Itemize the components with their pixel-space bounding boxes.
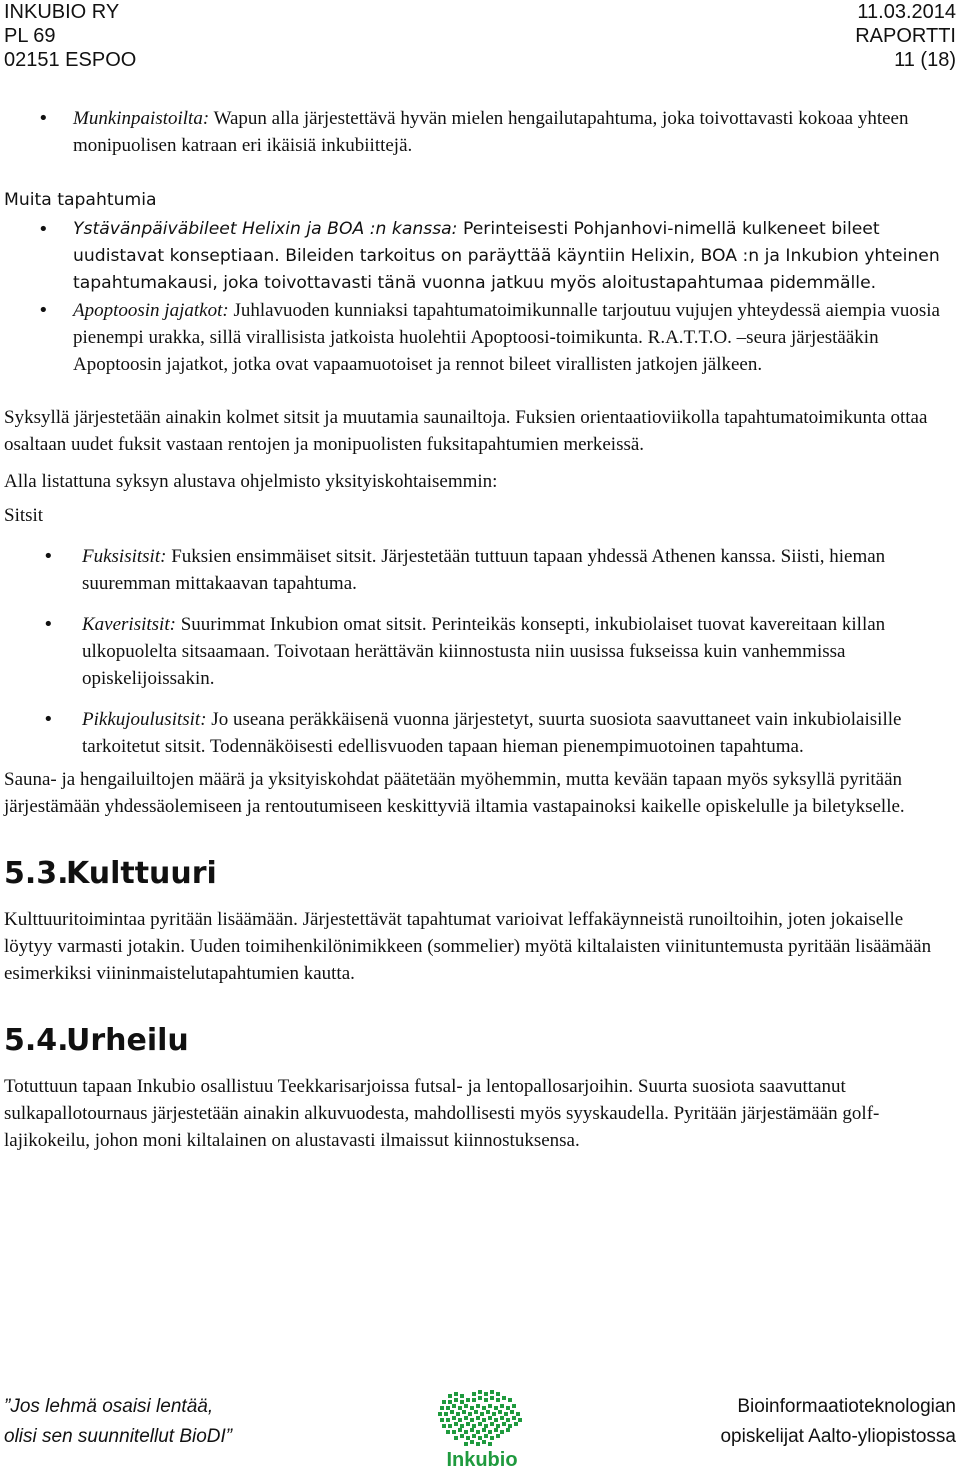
item-term: Munkinpaistoilta: xyxy=(73,108,210,129)
culture-paragraph: Kulttuuritoimintaa pyritään lisäämään. Järjestettävät tapahtumat varioivat leffakäynneistä runoiltoihin, joten jokaiselle löytyy varmasti jotakin. Uuden toimihenkilönimikkeen (sommelier) myötä kiltalaisten viinituntemusta pyritään lisäämään esimerkiksi viininmaistelutapahtumien kautta. xyxy=(4,909,932,984)
page-number: 11 (18) xyxy=(894,49,956,71)
page-header xyxy=(4,0,956,72)
org-line-2: opiskelijat Aalto-yliopistossa xyxy=(720,1426,956,1447)
bullet-icon: • xyxy=(43,709,54,730)
item-term: Fuksisitsit: xyxy=(82,546,167,567)
item-text: Perinteisesti Pohjanhovi-nimellä kulkeneet bileet uudistavat konseptiaan. Bileiden tarkoitus on paräyttää käyntiin Helixin, BOA :n ja Inkubion yhteinen tapahtumakausi, joka toivottavasti tänä vuonna jatkuu myös aloitustapahtumaa pidemmälle. xyxy=(73,219,940,293)
sauna-paragraph: Sauna- ja hengailuiltojen määrä ja yksityiskohdat päätetään myöhemmin, mutta kevään tapaan myös syksyllä pyritään järjestämään yhdessäolemiseen ja rentoutumiseen keskittyviä iltamia vastapainoksi kaikelle opiskelulle ja biletykselle. xyxy=(4,769,905,817)
inkubio-logo xyxy=(434,1390,531,1470)
list-item xyxy=(4,297,956,378)
other-events-heading: Muita tapahtumia xyxy=(4,190,157,210)
footer-quote xyxy=(4,1392,232,1452)
org-line-1: Bioinformaatioteknologian xyxy=(737,1396,956,1417)
section-heading-sports xyxy=(4,1023,956,1059)
header-right xyxy=(855,0,956,72)
bullet-icon: • xyxy=(38,300,49,321)
other-events-list xyxy=(4,216,956,378)
quote-line-2: olisi sen suunnitellut BioDI” xyxy=(4,1426,233,1447)
item-text: Juhlavuoden kunniaksi tapahtumatoimikunnalle tarjoutuu vujujen yhteydessä aiempia vuosia pienempi urakka, sillä virallisista jatkoista huolehtii Apoptoosi-toimikunta. R.A.T.T.O. –seura järjestääkin Apoptoosin jajatkot, jotka ovat vapaamuotoiset ja rennot bileet virallisten jatkojen jälkeen. xyxy=(73,300,940,375)
bullet-icon: • xyxy=(38,108,49,129)
section-number: 5.4. xyxy=(4,1023,69,1058)
bullet-icon: • xyxy=(43,614,54,635)
footer-organization xyxy=(720,1392,956,1452)
list-item xyxy=(4,216,956,297)
item-term: Kaverisitsit: xyxy=(82,614,176,635)
item-text: Suurimmat Inkubion omat sitsit. Perinteikäs konsepti, inkubiolaiset tuovat kavereitaan killan ulkopuolelta sitsaamaan. Toivotaan herättävän kiinnostusta niin uusissa fukseissa kuin vanhemmissa opiskelijoissakin. xyxy=(82,614,886,689)
item-term: Pikkujoulusitsit: xyxy=(82,709,207,730)
section-heading-culture xyxy=(4,856,956,892)
document-body xyxy=(4,105,956,1154)
section-number: 5.3. xyxy=(4,856,69,891)
bullet-icon: • xyxy=(38,219,49,240)
header-left xyxy=(4,0,136,72)
list-item xyxy=(4,105,956,159)
list-intro: Alla listattuna syksyn alustava ohjelmisto yksityiskohtaisemmin: xyxy=(4,471,498,492)
autumn-paragraph: Syksyllä järjestetään ainakin kolmet sitsit ja muutamia saunailtoja. Fuksien orientaatioviikolla tapahtumatoimikunta ottaa osaltaan uudet fuksit vastaan rentojen ja monipuolisten fuksitapahtumien merkeissä. xyxy=(4,407,928,455)
city: 02151 ESPOO xyxy=(4,49,137,71)
sitsit-heading: Sitsit xyxy=(4,505,44,526)
list-item xyxy=(4,611,956,692)
item-text: Fuksien ensimmäiset sitsit. Järjestetään tuttuun tapaan yhdessä Athenen kanssa. Siisti, hieman suuremman mittakaavan tapahtuma. xyxy=(82,546,886,594)
po-box: PL 69 xyxy=(4,25,56,47)
item-term: Ystävänpäiväbileet Helixin ja BOA :n kanssa: xyxy=(73,219,458,239)
sitsit-list xyxy=(4,543,956,760)
event-list-top xyxy=(4,105,956,159)
logo-wordmark: Inkubio xyxy=(446,1449,518,1470)
sports-paragraph: Totuttuun tapaan Inkubio osallistuu Teekkarisarjoissa futsal- ja lentopallosarjoihin. Suurta suosiota saavuttanut sulkapallotournaus järjestetään ainakin alkuvuodesta, mahdollisesti myös syyskaudella. Pyritään järjestämään golf-lajikokeilu, johon moni kiltalainen on alustavasti ilmaissut kiinnostuksensa. xyxy=(4,1076,880,1151)
item-text: Jo useana peräkkäisenä vuonna järjestetyt, suurta suosiota saavuttaneet vain inkubiolaisille tarkoitetut sitsit. Todennäköisesti edellisvuoden tapaan hieman pienempimuotoinen tapahtuma. xyxy=(82,709,902,757)
section-title: Urheilu xyxy=(66,1023,189,1058)
bullet-icon: • xyxy=(43,546,54,567)
item-term: Apoptoosin jajatkot: xyxy=(73,300,229,321)
list-item xyxy=(4,543,956,597)
org-name: INKUBIO RY xyxy=(4,1,120,23)
list-item xyxy=(4,706,956,760)
doc-type: RAPORTTI xyxy=(855,25,956,47)
page-footer xyxy=(4,1392,956,1471)
doc-date: 11.03.2014 xyxy=(857,1,956,23)
quote-line-1: ”Jos lehmä osaisi lentää, xyxy=(4,1396,214,1417)
item-text: Wapun alla järjestettävä hyvän mielen hengailutapahtuma, joka toivottavasti kokoaa yhteen monipuolisen katraan eri ikäisiä inkubiittejä. xyxy=(73,108,909,156)
section-title: Kulttuuri xyxy=(66,856,217,891)
